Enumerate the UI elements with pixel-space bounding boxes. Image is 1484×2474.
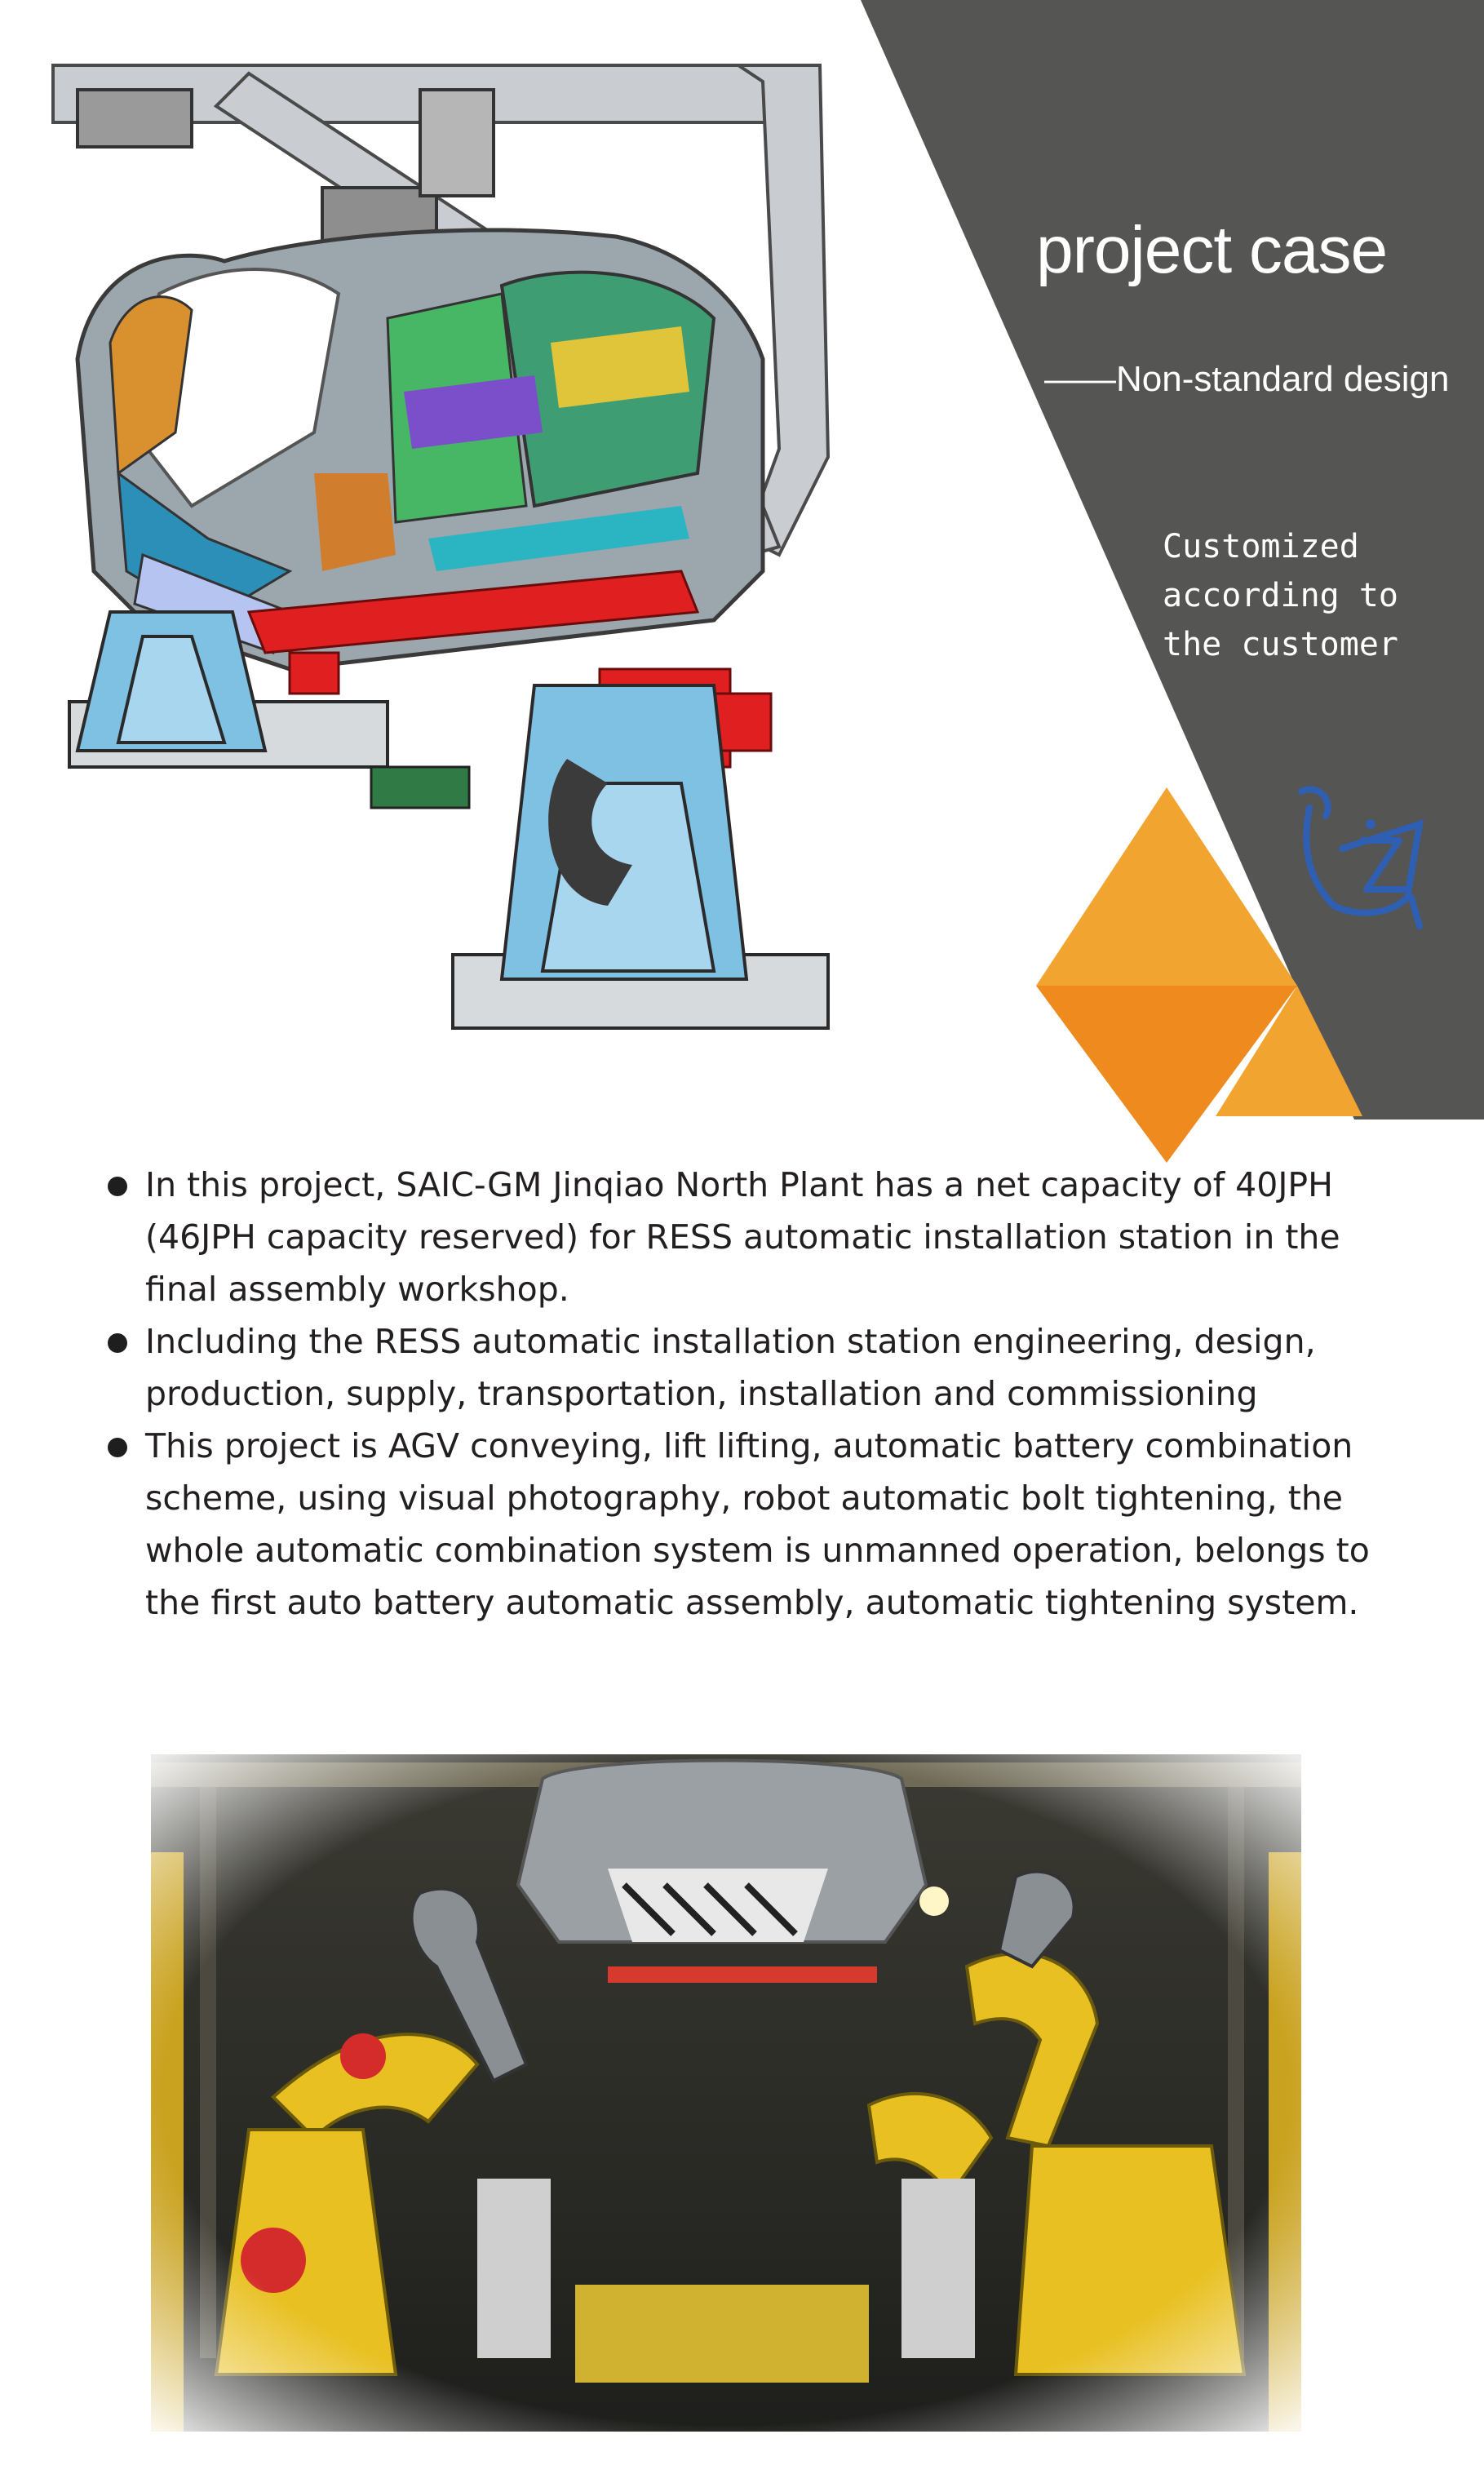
customized-tagline: Customized according to the customer: [1163, 528, 1398, 663]
page-title: project case: [1036, 213, 1388, 287]
project-bullet-list: [106, 1159, 1379, 1629]
bullet-text: In this project, SAIC-GM Jinqiao North Plant has a net capacity of 40JPH (46JPH capacity reserved) for RESS automatic installation station in the final assembly workshop.: [145, 1165, 1340, 1309]
list-item: [106, 1315, 1379, 1420]
orange-triangles-decoration: [1028, 783, 1371, 1167]
triangle-top: [1036, 787, 1297, 986]
bullet-dot-icon: [108, 1177, 127, 1196]
list-item: [106, 1159, 1379, 1315]
bullet-text: This project is AGV conveying, lift lifting, automatic battery combination scheme, using visual photography, robot automatic bolt tightening, the whole automatic combination system is unmanned operation, belongs to the first auto battery automatic assembly, automatic tightening system.: [145, 1426, 1370, 1622]
list-item: [106, 1420, 1379, 1629]
bullet-text: Including the RESS automatic installation station engineering, design, production, supply, transportation, installation and commissioning: [145, 1322, 1316, 1413]
page-subtitle: ——Non-standard design: [1044, 359, 1450, 399]
bullet-dot-icon: [108, 1333, 127, 1353]
cad-fixture-illustration: [45, 49, 861, 1085]
bullet-dot-icon: [108, 1438, 127, 1457]
robot-assembly-photo: [151, 1754, 1301, 2432]
